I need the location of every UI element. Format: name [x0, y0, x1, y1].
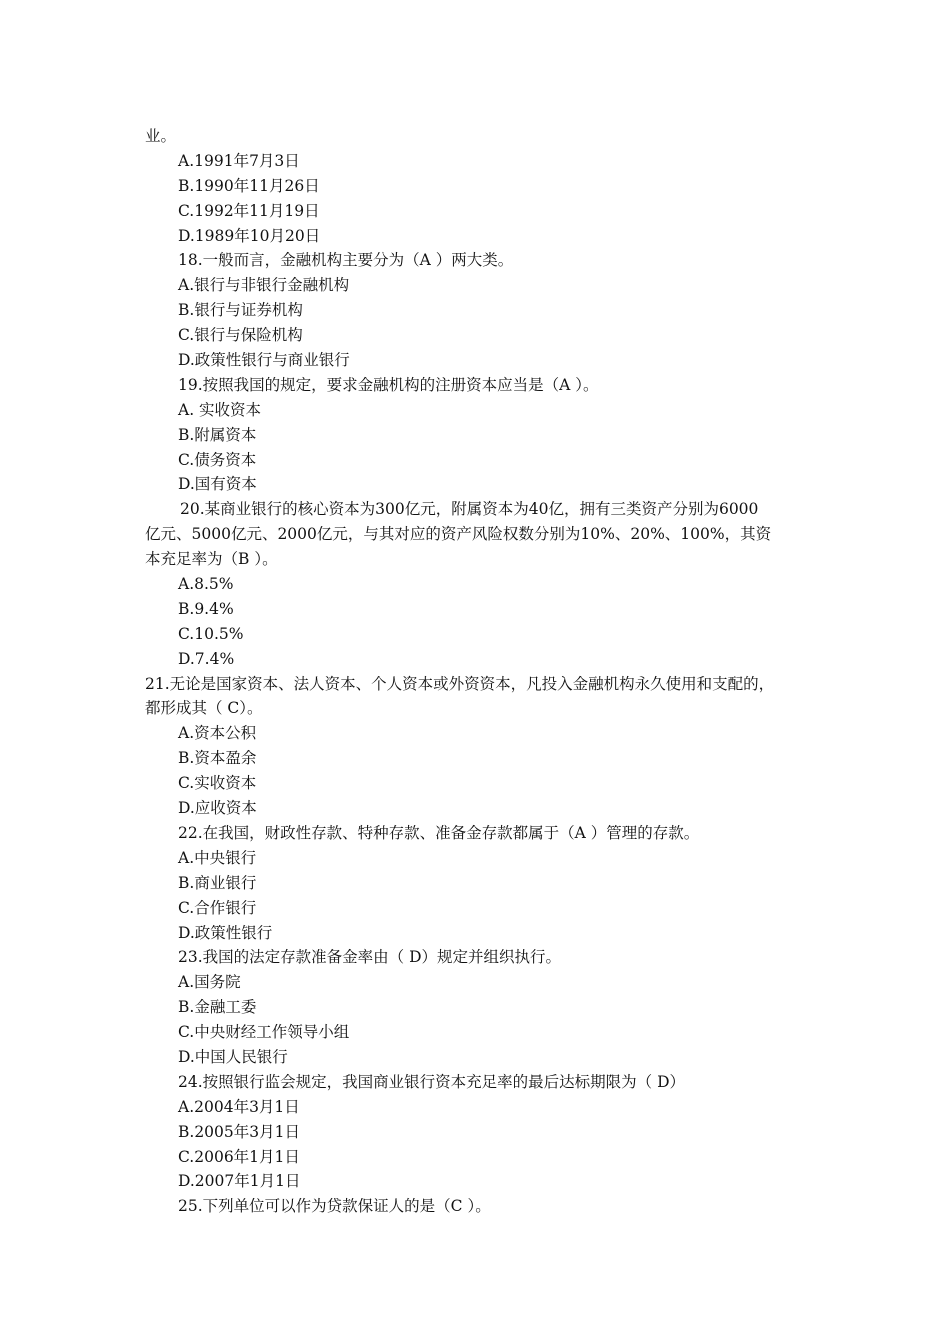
- q21-option-a: A.资本公积: [178, 724, 257, 743]
- q23-option-b: B.金融工委: [178, 998, 257, 1017]
- q20-stem-line1: 20.某商业银行的核心资本为300亿元，附属资本为40亿，拥有三类资产分别为6000: [180, 500, 759, 519]
- q17-option-d: D.1989年10月20日: [178, 226, 321, 245]
- q23-option-d: D.中国人民银行: [178, 1047, 288, 1066]
- q18-option-c: C.银行与保险机构: [178, 326, 303, 345]
- q21-option-b: B.资本盈余: [178, 749, 257, 768]
- q21-option-c: C.实收资本: [178, 774, 257, 793]
- q22-option-b: B.商业银行: [178, 873, 257, 892]
- q19-option-d: D.国有资本: [178, 475, 257, 494]
- q24-option-c: C.2006年1月1日: [178, 1147, 300, 1166]
- q20-option-d: D.7.4%: [178, 649, 235, 668]
- q24-stem: 24.按照银行监会规定，我国商业银行资本充足率的最后达标期限为（ D）: [178, 1072, 686, 1091]
- q20-stem-line3: 本充足率为（B ）。: [145, 550, 278, 569]
- q24-option-b: B.2005年3月1日: [178, 1122, 300, 1141]
- q19-option-a: A. 实收资本: [178, 400, 262, 419]
- q24-option-a: A.2004年3月1日: [178, 1097, 300, 1116]
- q23-option-a: A.国务院: [178, 973, 241, 992]
- q22-stem: 22.在我国，财政性存款、特种存款、准备金存款都属于（A ）管理的存款。: [178, 823, 700, 842]
- q18-stem: 18.一般而言，金融机构主要分为（A ）两大类。: [178, 251, 514, 270]
- document-page: [145, 124, 825, 1219]
- q21-stem-line1: 21.无论是国家资本、法人资本、个人资本或外资资本，凡投入金融机构永久使用和支配的，: [145, 674, 775, 693]
- q23-stem: 23.我国的法定存款准备金率由（ D）规定并组织执行。: [178, 948, 562, 967]
- q18-option-b: B.银行与证券机构: [178, 301, 303, 320]
- q17-option-b: B.1990年11月26日: [178, 176, 320, 195]
- q20-stem-line2: 亿元、5000亿元、2000亿元，与其对应的资产风险权数分别为10%、20%、100%，其资: [145, 525, 772, 544]
- q21-stem-line2: 都形成其（ C）。: [145, 699, 263, 718]
- q20-option-c: C.10.5%: [178, 624, 244, 643]
- q24-option-d: D.2007年1月1日: [178, 1172, 301, 1191]
- q22-option-a: A.中央银行: [178, 848, 257, 867]
- q20-option-a: A.8.5%: [178, 575, 234, 594]
- q23-option-c: C.中央财经工作领导小组: [178, 1023, 350, 1042]
- q19-stem: 19.按照我国的规定，要求金融机构的注册资本应当是（A ）。: [178, 375, 599, 394]
- q18-option-d: D.政策性银行与商业银行: [178, 351, 350, 370]
- q20-option-b: B.9.4%: [178, 599, 234, 618]
- q22-option-d: D.政策性银行: [178, 923, 273, 942]
- q17-option-a: A.1991年7月3日: [178, 151, 300, 170]
- q18-option-a: A.银行与非银行金融机构: [178, 276, 350, 295]
- q21-option-d: D.应收资本: [178, 799, 257, 818]
- q22-option-c: C.合作银行: [178, 898, 257, 917]
- q25-stem: 25.下列单位可以作为贷款保证人的是（C ）。: [178, 1197, 491, 1216]
- q19-option-c: C.债务资本: [178, 450, 257, 469]
- q19-option-b: B.附属资本: [178, 425, 257, 444]
- q17-option-c: C.1992年11月19日: [178, 201, 320, 220]
- intro-text: 业。: [145, 127, 177, 145]
